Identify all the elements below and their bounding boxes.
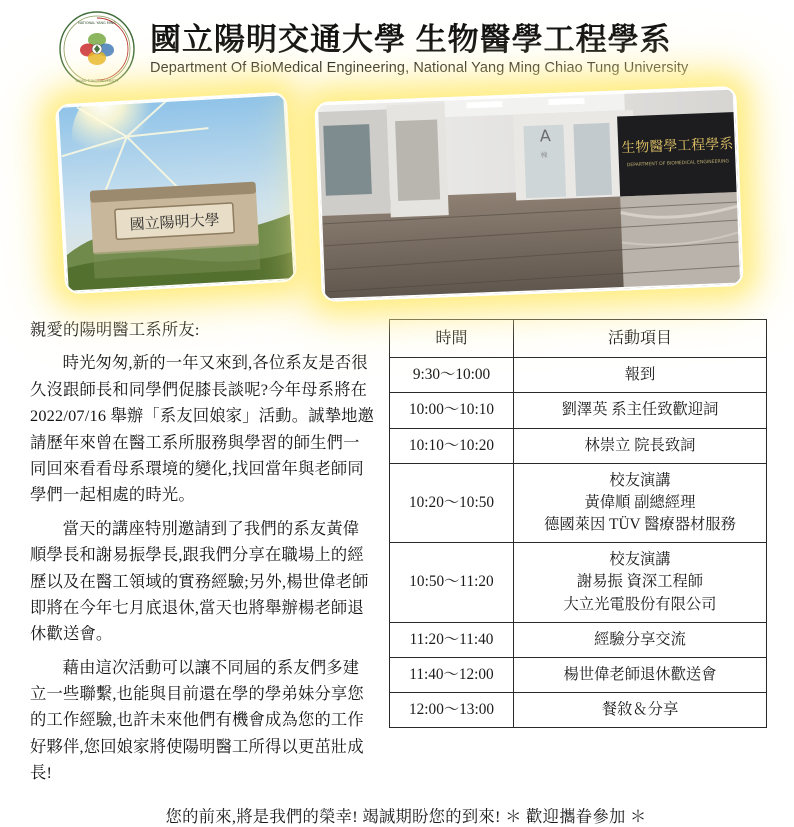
cell-item-line: 餐敘＆分享 [601,701,679,719]
cell-item-line: 謝易振 資深工程師 [576,573,704,591]
cell-item [514,428,767,463]
cell-time: 9:30～10:00 [390,358,514,393]
schedule-table [389,319,767,728]
schedule-table-body [390,358,767,728]
cell-time: 12:00～13:00 [390,693,514,728]
header-text-block [150,22,688,77]
letter-paragraph-2: 當天的講座特別邀請到了我們的系友黃偉順學長和謝易振學長,跟我們分享在職場上的經歷以及在醫工領域的實務經驗;另外,楊世偉老師即將在今年七月底退休,當天也將舉辦楊老師退休歡送會。 [30,518,369,644]
closing-note: 您的前來,將是我們的榮幸! 竭誠期盼您的到來! ＊ 歡迎攜眷參加 ＊ [165,806,647,826]
svg-text:生物醫學工程學系: 生物醫學工程學系 [621,136,734,157]
cell-item-line: 黃偉順 副總經理 [584,493,696,511]
table-row [390,463,767,543]
column-header-item: 活動項目 [514,320,767,358]
cell-time: 10:20～10:50 [390,463,514,543]
svg-text:國立陽明大學: 國立陽明大學 [129,210,221,234]
cell-item [514,358,767,393]
svg-text:A: A [539,126,552,146]
table-header-row [390,320,767,358]
university-emblem-icon [58,10,136,88]
photo-department-corridor [314,86,743,302]
invitation-letter [30,317,375,794]
cell-time: 10:50～11:20 [390,543,514,623]
cell-item-line: 校友演講 [609,471,671,489]
svg-text:CHIAO TUNG UNIVERSITY: CHIAO TUNG UNIVERSITY [75,79,119,83]
cell-item [514,622,767,657]
letter-salutation: 親愛的陽明醫工系所友: [30,320,200,339]
schedule-section [389,317,768,794]
cell-item-line: 楊世偉老師退休歡送會 [563,665,717,683]
cell-time: 11:20～11:40 [390,622,514,657]
cell-item-line: 報到 [624,366,656,384]
table-row [390,622,767,657]
table-row [390,393,767,428]
photo-campus-gate-painting [55,92,297,295]
table-row [390,657,767,692]
page-subtitle-en [150,60,688,76]
cell-item [514,693,767,728]
cell-time: 11:40～12:00 [390,657,514,692]
subtitle-en-text: Department Of BioMedical Engineering, National Yang Ming Chiao Tung University [150,60,689,77]
cell-item-line: 大立光電股份有限公司 [563,595,717,613]
cell-item [514,463,767,543]
cell-item-line: 德國萊因 TÜV 醫療器材服務 [544,516,736,534]
cell-item [514,657,767,692]
cell-item [514,393,767,428]
cell-item [514,543,767,623]
photo-strip [0,96,794,311]
letter-paragraph-3: 藉由這次活動可以讓不同屆的系友們多建立一些聯繫,也能與目前還在學的學弟妹分享您的工作經驗,也許未來他們有機會成為您的工作好夥伴,您回娘家將使陽明醫工所得以更茁壯成長! [30,657,364,783]
svg-text:NATIONAL YANG MING: NATIONAL YANG MING [78,21,116,25]
table-row [390,358,767,393]
svg-text:DEPARTMENT OF BIOMEDICAL ENGIN: DEPARTMENT OF BIOMEDICAL ENGINEERING [626,159,730,169]
cell-time: 10:10～10:20 [390,428,514,463]
cell-item-line: 林崇立 院長致詞 [584,436,696,454]
svg-text:棟: 棟 [540,151,548,160]
cell-item-line: 經驗分享交流 [594,630,686,648]
page-title: 國立陽明交通大學 生物醫學工程學系 [150,21,672,57]
table-row [390,543,767,623]
cell-item-line: 劉澤英 系主任致歡迎詞 [561,401,719,419]
cell-time: 10:00～10:10 [390,393,514,428]
cell-item-line: 校友演講 [609,551,671,569]
page-header [0,0,794,92]
table-row [390,428,767,463]
letter-paragraph-1: 時光匆匆,新的一年又來到,各位系友是否很久沒跟師長和同學們促膝長談呢?今年母系將在 2022/07/16 舉辦「系友回娘家」活動。誠摯地邀請歷年來曾在醫工系所服務與學習的師生們一同回來看看母系環境的變化,找回當年與老師同學們一起相處的時光。 [30,353,375,505]
column-header-time: 時間 [390,320,514,358]
table-row [390,693,767,728]
main-content [0,311,794,794]
